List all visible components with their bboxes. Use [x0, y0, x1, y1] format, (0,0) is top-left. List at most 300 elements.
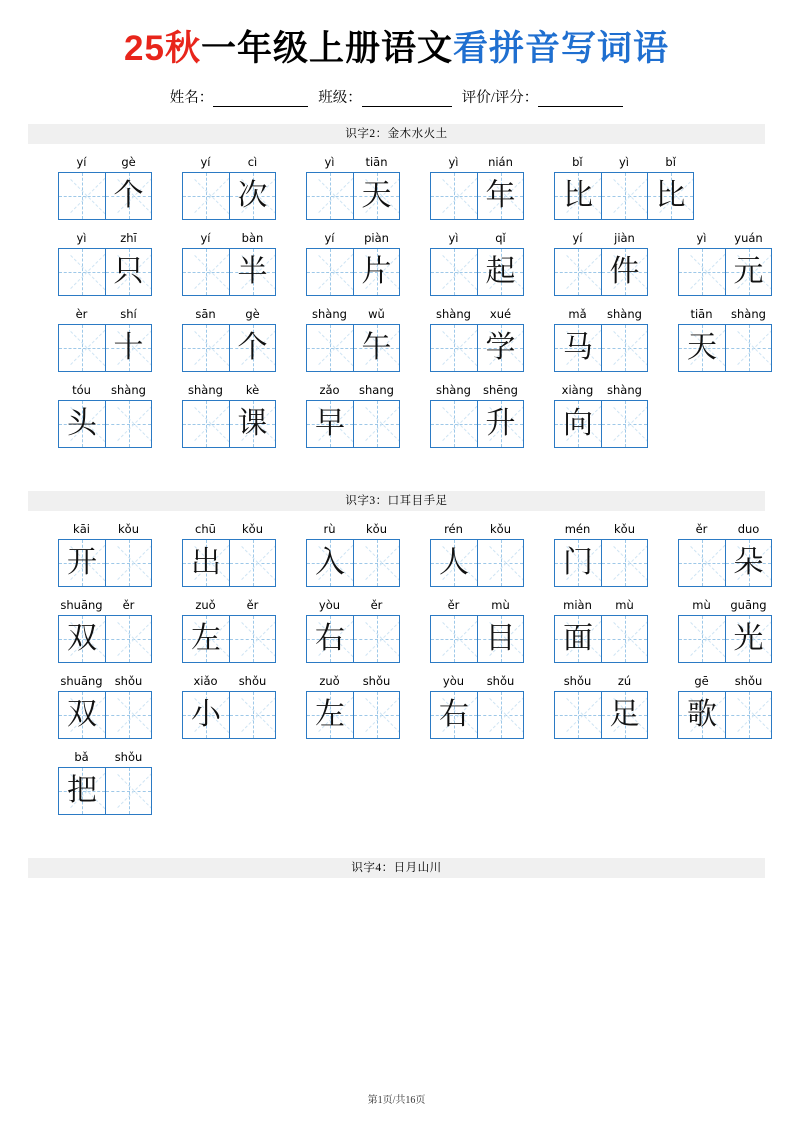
grid-cell[interactable] [431, 401, 477, 447]
character-grid[interactable] [678, 691, 772, 739]
grid-glyph: 天 [361, 178, 392, 213]
grid-cell[interactable] [477, 173, 523, 219]
grid-cell[interactable] [183, 173, 229, 219]
character-grid[interactable] [306, 172, 400, 220]
pinyin-syllable: nián [488, 155, 513, 169]
page-footer: 第1页/共16页 [367, 1095, 426, 1106]
pinyin-syllable: shǒu [114, 750, 143, 764]
grid-glyph: 人 [439, 545, 469, 580]
pinyin-syllable: xiàng [561, 383, 594, 397]
pinyin-syllable: qǐ [495, 231, 506, 245]
grid-glyph: 面 [563, 621, 593, 656]
grid-cell[interactable] [431, 616, 477, 662]
grid-glyph: 元 [733, 254, 764, 289]
pinyin-syllable: kǒu [118, 522, 139, 536]
grid-cell[interactable] [307, 540, 353, 586]
pinyin-syllable: xué [489, 307, 512, 321]
pinyin-syllable: gē [694, 674, 709, 688]
grid-cell[interactable] [105, 173, 151, 219]
pinyin-syllable: shǒu [563, 674, 592, 688]
pinyin-syllable: shǒu [362, 674, 391, 688]
word-entry [678, 307, 772, 372]
grid-cell[interactable] [679, 249, 725, 295]
grid-glyph: 件 [609, 254, 640, 289]
grid-cell[interactable] [229, 540, 275, 586]
class-label: 班级： [318, 90, 362, 106]
pinyin-row [430, 307, 524, 322]
character-grid[interactable] [430, 172, 524, 220]
grid-cell[interactable] [353, 692, 399, 738]
character-grid[interactable] [182, 691, 276, 739]
pinyin-row [554, 231, 648, 246]
page-title [28, 26, 765, 72]
grid-cell[interactable] [477, 692, 523, 738]
grid-cell[interactable] [59, 692, 105, 738]
character-grid[interactable] [182, 400, 276, 448]
grid-glyph: 头 [67, 406, 97, 441]
character-grid[interactable] [182, 324, 276, 372]
pinyin-row [58, 155, 152, 170]
grid-cell[interactable] [477, 249, 523, 295]
character-grid[interactable] [58, 539, 152, 587]
grid-cell[interactable] [105, 768, 151, 814]
grid-cell[interactable] [353, 325, 399, 371]
word-row [28, 674, 765, 739]
pinyin-syllable: yòu [442, 674, 465, 688]
grid-cell[interactable] [555, 173, 601, 219]
class-blank-line[interactable] [362, 92, 452, 107]
section-spacer [28, 815, 765, 841]
pinyin-row [306, 231, 400, 246]
grid-cell[interactable] [353, 540, 399, 586]
grid-cell[interactable] [477, 325, 523, 371]
character-grid[interactable] [430, 539, 524, 587]
grid-cell[interactable] [307, 692, 353, 738]
pinyin-syllable: tiān [690, 307, 713, 321]
grid-cell[interactable] [183, 325, 229, 371]
pinyin-syllable: bǐ [665, 155, 676, 169]
grid-glyph: 起 [485, 254, 516, 289]
word-entry [182, 231, 276, 296]
grid-cell[interactable] [353, 616, 399, 662]
pinyin-syllable: shàng [312, 307, 347, 321]
character-grid[interactable] [554, 248, 648, 296]
word-entry [182, 598, 276, 663]
grid-cell[interactable] [307, 401, 353, 447]
grid-cell[interactable] [229, 692, 275, 738]
word-entry [678, 231, 772, 296]
character-grid[interactable] [58, 615, 152, 663]
pinyin-syllable: yí [200, 155, 211, 169]
student-info-row [28, 86, 765, 107]
word-row [28, 231, 765, 296]
grid-cell[interactable] [183, 401, 229, 447]
pinyin-syllable: yí [572, 231, 583, 245]
grid-glyph: 双 [67, 697, 97, 732]
grid-glyph: 比 [563, 178, 593, 213]
grid-cell[interactable] [431, 325, 477, 371]
pinyin-row [182, 598, 276, 613]
grid-cell[interactable] [477, 401, 523, 447]
word-entry [306, 231, 400, 296]
character-grid[interactable] [678, 539, 772, 587]
pinyin-row [554, 383, 648, 398]
grid-cell[interactable] [229, 249, 275, 295]
character-grid[interactable] [306, 248, 400, 296]
character-grid[interactable] [58, 767, 152, 815]
pinyin-row [306, 155, 400, 170]
grid-cell[interactable] [431, 173, 477, 219]
word-entry [554, 674, 648, 739]
word-entry [306, 674, 400, 739]
grid-cell[interactable] [431, 249, 477, 295]
pinyin-syllable: mù [692, 598, 711, 612]
grid-glyph: 右 [315, 621, 345, 656]
grid-cell[interactable] [601, 540, 647, 586]
word-entry [678, 522, 772, 587]
character-grid[interactable] [430, 615, 524, 663]
grid-cell[interactable] [555, 616, 601, 662]
grid-cell[interactable] [229, 173, 275, 219]
word-entry [430, 674, 524, 739]
pinyin-syllable: yí [200, 231, 211, 245]
character-grid[interactable] [58, 248, 152, 296]
character-grid[interactable] [430, 248, 524, 296]
section-header-3: 识字4：日月山川 [28, 858, 765, 878]
pinyin-syllable: yì [448, 231, 459, 245]
word-entry [306, 383, 400, 448]
pinyin-syllable: rù [323, 522, 336, 536]
character-grid[interactable] [430, 324, 524, 372]
grid-glyph: 入 [315, 545, 345, 580]
character-grid[interactable] [182, 172, 276, 220]
word-entry [58, 307, 152, 372]
pinyin-row [554, 155, 694, 170]
word-entry [678, 674, 772, 739]
word-entry [430, 522, 524, 587]
grid-cell[interactable] [647, 173, 693, 219]
score-blank-line[interactable] [538, 92, 623, 107]
grid-glyph: 只 [113, 254, 144, 289]
grid-cell[interactable] [105, 616, 151, 662]
pinyin-syllable: shang [359, 383, 394, 397]
word-entry [182, 383, 276, 448]
pinyin-row [678, 674, 772, 689]
pinyin-row [430, 155, 524, 170]
pinyin-row [678, 307, 772, 322]
grid-glyph: 向 [563, 406, 593, 441]
pinyin-row [430, 383, 524, 398]
character-grid[interactable] [678, 615, 772, 663]
pinyin-row [430, 231, 524, 246]
grid-cell[interactable] [477, 540, 523, 586]
character-grid[interactable] [182, 248, 276, 296]
pinyin-syllable: shàng [436, 307, 471, 321]
grid-cell[interactable] [353, 249, 399, 295]
grid-glyph: 个 [237, 330, 268, 365]
pinyin-syllable: rén [444, 522, 463, 536]
pinyin-row [554, 522, 648, 537]
character-grid[interactable] [306, 691, 400, 739]
pinyin-row [554, 674, 648, 689]
pinyin-row [306, 307, 400, 322]
pinyin-row [182, 155, 276, 170]
grid-glyph: 右 [439, 697, 469, 732]
grid-cell[interactable] [307, 616, 353, 662]
name-blank-line[interactable] [213, 92, 308, 107]
character-grid[interactable] [554, 324, 648, 372]
character-grid[interactable] [58, 324, 152, 372]
pinyin-syllable: tiān [365, 155, 388, 169]
score-field[interactable] [462, 86, 624, 107]
pinyin-row [182, 674, 276, 689]
grid-cell[interactable] [105, 692, 151, 738]
pinyin-row [306, 674, 400, 689]
grid-cell[interactable] [353, 173, 399, 219]
character-grid[interactable] [554, 400, 648, 448]
pinyin-syllable: mǎ [568, 307, 587, 321]
grid-cell[interactable] [601, 692, 647, 738]
word-entry [306, 307, 400, 372]
word-entry [182, 307, 276, 372]
grid-cell[interactable] [229, 325, 275, 371]
grid-cell[interactable] [183, 540, 229, 586]
grid-cell[interactable] [105, 249, 151, 295]
title-part-red: 25秋 [124, 29, 201, 68]
grid-cell[interactable] [555, 692, 601, 738]
grid-cell[interactable] [601, 616, 647, 662]
grid-cell[interactable] [555, 401, 601, 447]
character-grid[interactable] [182, 615, 276, 663]
grid-cell[interactable] [59, 768, 105, 814]
name-label: 姓名： [169, 90, 214, 106]
character-grid[interactable] [554, 691, 648, 739]
character-grid[interactable] [58, 400, 152, 448]
word-entry [58, 674, 152, 739]
word-entry [430, 155, 524, 220]
grid-cell[interactable] [725, 616, 771, 662]
grid-glyph: 足 [609, 697, 640, 732]
grid-glyph: 个 [113, 178, 144, 213]
grid-glyph: 午 [361, 330, 392, 365]
word-row [28, 155, 765, 220]
grid-cell[interactable] [183, 249, 229, 295]
character-grid[interactable] [306, 324, 400, 372]
grid-cell[interactable] [679, 325, 725, 371]
pinyin-syllable: yí [76, 155, 87, 169]
title-part-blue: 看拼音写词语 [452, 29, 669, 68]
grid-glyph: 年 [485, 178, 516, 213]
pinyin-syllable: mù [491, 598, 510, 612]
pinyin-row [430, 674, 524, 689]
section-header-2: 识字3：口耳目手足 [28, 491, 765, 511]
grid-glyph: 马 [563, 330, 593, 365]
pinyin-syllable: gè [121, 155, 136, 169]
pinyin-syllable: shàng [188, 383, 223, 397]
grid-cell[interactable] [353, 401, 399, 447]
grid-glyph: 把 [67, 773, 97, 808]
pinyin-syllable: yì [76, 231, 87, 245]
class-field[interactable] [318, 86, 452, 107]
grid-glyph: 次 [237, 178, 268, 213]
pinyin-syllable: ěr [122, 598, 135, 612]
word-entry [306, 155, 400, 220]
grid-cell[interactable] [59, 401, 105, 447]
word-entry [554, 231, 648, 296]
title-part-black: 一年级上册语文 [200, 29, 453, 68]
pinyin-syllable: kǒu [242, 522, 263, 536]
pinyin-syllable: shēng [483, 383, 518, 397]
character-grid[interactable] [306, 400, 400, 448]
pinyin-row [306, 598, 400, 613]
grid-cell[interactable] [679, 616, 725, 662]
pinyin-syllable: yòu [318, 598, 341, 612]
pinyin-syllable: gè [245, 307, 260, 321]
pinyin-syllable: zuǒ [195, 598, 216, 612]
pinyin-syllable: cì [247, 155, 258, 169]
pinyin-syllable: ěr [246, 598, 259, 612]
grid-cell[interactable] [229, 401, 275, 447]
score-label: 评价/评分： [461, 90, 539, 106]
grid-cell[interactable] [105, 401, 151, 447]
word-entry [430, 383, 524, 448]
pinyin-syllable: mù [615, 598, 634, 612]
word-entry [182, 522, 276, 587]
grid-cell[interactable] [307, 325, 353, 371]
character-grid[interactable] [430, 400, 524, 448]
word-row [28, 522, 765, 587]
pinyin-syllable: shǒu [238, 674, 267, 688]
grid-cell[interactable] [601, 249, 647, 295]
character-grid[interactable] [182, 539, 276, 587]
grid-cell[interactable] [725, 325, 771, 371]
grid-cell[interactable] [555, 325, 601, 371]
pinyin-syllable: shǒu [486, 674, 515, 688]
pinyin-syllable: bǎ [74, 750, 89, 764]
pinyin-syllable: zhī [120, 231, 137, 245]
grid-cell[interactable] [59, 249, 105, 295]
character-grid[interactable] [678, 324, 772, 372]
pinyin-row [182, 383, 276, 398]
word-entry [554, 598, 648, 663]
word-entry [554, 522, 648, 587]
pinyin-syllable: shǒu [734, 674, 763, 688]
pinyin-syllable: ěr [370, 598, 383, 612]
character-grid[interactable] [554, 539, 648, 587]
grid-cell[interactable] [679, 540, 725, 586]
grid-cell[interactable] [601, 401, 647, 447]
grid-glyph: 左 [191, 621, 221, 656]
pinyin-syllable: duo [737, 522, 760, 536]
word-entry [58, 231, 152, 296]
grid-cell[interactable] [229, 616, 275, 662]
grid-cell[interactable] [555, 249, 601, 295]
grid-cell[interactable] [59, 540, 105, 586]
grid-cell[interactable] [59, 325, 105, 371]
grid-glyph: 开 [67, 545, 97, 580]
grid-cell[interactable] [183, 692, 229, 738]
pinyin-row [678, 231, 772, 246]
grid-cell[interactable] [601, 173, 647, 219]
grid-cell[interactable] [477, 616, 523, 662]
character-grid[interactable] [430, 691, 524, 739]
pinyin-syllable: tóu [72, 383, 91, 397]
pinyin-syllable: ěr [447, 598, 460, 612]
character-grid[interactable] [678, 248, 772, 296]
grid-cell[interactable] [725, 249, 771, 295]
word-entry [58, 522, 152, 587]
grid-cell[interactable] [183, 616, 229, 662]
character-grid[interactable] [306, 615, 400, 663]
word-entry [182, 674, 276, 739]
grid-cell[interactable] [105, 540, 151, 586]
pinyin-syllable: yì [696, 231, 707, 245]
pinyin-row [430, 598, 524, 613]
pinyin-row [306, 522, 400, 537]
grid-glyph: 天 [687, 330, 717, 365]
word-entry [554, 307, 648, 372]
grid-glyph: 歌 [687, 697, 717, 732]
grid-cell[interactable] [105, 325, 151, 371]
pinyin-row [58, 383, 152, 398]
grid-cell[interactable] [555, 540, 601, 586]
character-grid[interactable] [58, 172, 152, 220]
character-grid[interactable] [306, 539, 400, 587]
pinyin-syllable: èr [75, 307, 88, 321]
pinyin-syllable: zǎo [319, 383, 340, 397]
pinyin-syllable: shǒu [114, 674, 143, 688]
grid-cell[interactable] [679, 692, 725, 738]
word-entry [182, 155, 276, 220]
pinyin-row [678, 598, 772, 613]
pinyin-row [58, 522, 152, 537]
grid-cell[interactable] [431, 692, 477, 738]
word-row [28, 750, 765, 815]
pinyin-row [678, 522, 772, 537]
pinyin-syllable: kāi [73, 522, 90, 536]
grid-glyph: 片 [361, 254, 392, 289]
character-grid[interactable] [554, 172, 694, 220]
word-entry [58, 598, 152, 663]
pinyin-row [58, 307, 152, 322]
grid-cell[interactable] [59, 173, 105, 219]
pinyin-row [554, 307, 648, 322]
pinyin-syllable: mén [564, 522, 591, 536]
word-entry [430, 598, 524, 663]
pinyin-syllable: jiàn [614, 231, 635, 245]
name-field[interactable] [170, 86, 309, 107]
grid-cell[interactable] [59, 616, 105, 662]
grid-cell[interactable] [725, 692, 771, 738]
grid-cell[interactable] [307, 173, 353, 219]
grid-glyph: 门 [563, 545, 593, 580]
pinyin-syllable: shuāng [60, 674, 103, 688]
word-entry [306, 598, 400, 663]
grid-glyph: 光 [733, 621, 764, 656]
grid-glyph: 朵 [733, 545, 764, 580]
grid-cell[interactable] [601, 325, 647, 371]
pinyin-syllable: shàng [607, 307, 642, 321]
grid-cell[interactable] [725, 540, 771, 586]
pinyin-syllable: miàn [563, 598, 592, 612]
word-entry [678, 598, 772, 663]
character-grid[interactable] [58, 691, 152, 739]
character-grid[interactable] [554, 615, 648, 663]
grid-glyph: 小 [191, 697, 221, 732]
pinyin-syllable: shàng [436, 383, 471, 397]
grid-cell[interactable] [431, 540, 477, 586]
grid-cell[interactable] [307, 249, 353, 295]
